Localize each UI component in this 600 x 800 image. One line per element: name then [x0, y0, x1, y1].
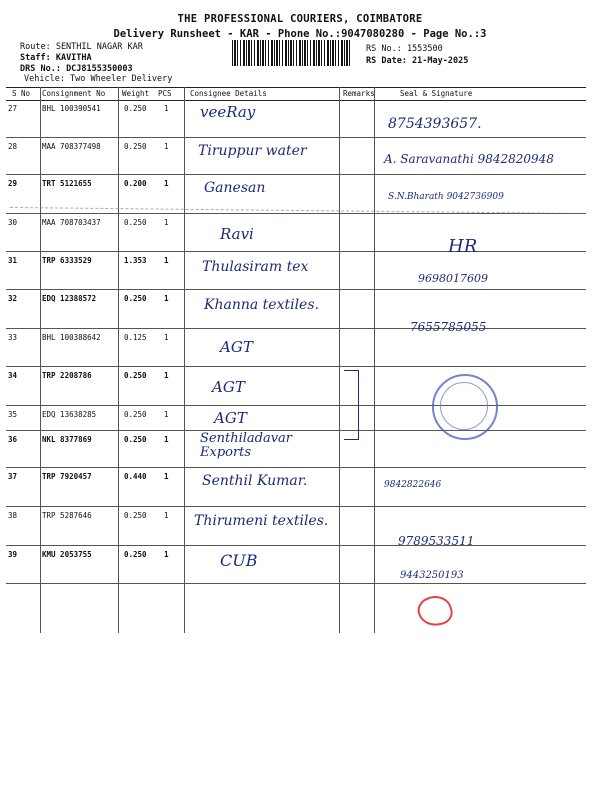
- pcs-cell: 1: [164, 179, 169, 188]
- bracket-mark: [344, 370, 359, 440]
- weight-cell: 0.250: [124, 142, 147, 151]
- weight-cell: 0.250: [124, 294, 147, 303]
- consignment-cell: KMU 2053755: [42, 550, 92, 559]
- consignee-handwriting: Tiruppur water: [198, 143, 307, 159]
- sno-cell: 37: [8, 472, 18, 481]
- consignee-handwriting: AGT: [214, 409, 247, 427]
- consignment-cell: EDQ 12388572: [42, 294, 97, 303]
- table-row: [6, 99, 586, 138]
- consignee-handwriting: Ravi: [220, 225, 254, 243]
- pcs-cell: 1: [164, 333, 169, 342]
- col-seal: Seal & Signature: [400, 89, 473, 98]
- consignee-handwriting: Thulasiram tex: [202, 259, 309, 275]
- weight-cell: 1.353: [124, 256, 147, 265]
- pcs-cell: 1: [164, 371, 169, 380]
- route-label: Route: SENTHIL NAGAR KAR: [20, 42, 143, 52]
- consignee-handwriting: CUB: [220, 551, 258, 570]
- consignee-handwriting: Senthiladavar Exports: [200, 431, 293, 460]
- rs-date: RS Date: 21-May-2025: [366, 56, 469, 66]
- red-signature: [415, 592, 456, 630]
- sno-cell: 29: [8, 179, 18, 188]
- pcs-cell: 1: [164, 550, 169, 559]
- pcs-cell: 1: [164, 142, 169, 151]
- col-weight: Weight: [122, 89, 150, 98]
- header-subtitle: Delivery Runsheet - KAR - Phone No.:9047080280 - Page No.:3: [113, 28, 487, 40]
- table-row: [6, 405, 586, 431]
- pcs-cell: 1: [164, 294, 169, 303]
- col-divider: [184, 87, 185, 633]
- table-row: [6, 506, 586, 546]
- col-divider: [40, 87, 41, 633]
- sno-cell: 32: [8, 294, 18, 303]
- consignment-cell: TRT 5121655: [42, 179, 92, 188]
- sno-cell: 31: [8, 256, 18, 265]
- delivery-signature: A. Saravanathi 9842820948: [384, 152, 554, 166]
- col-divider: [118, 87, 119, 633]
- weight-cell: 0.250: [124, 550, 147, 559]
- col-remarks: Remarks: [343, 89, 375, 98]
- delivery-signature: HR: [448, 236, 478, 257]
- pcs-cell: 1: [164, 511, 169, 520]
- barcode: [232, 40, 350, 66]
- pcs-cell: 1: [164, 435, 169, 444]
- weight-cell: 0.250: [124, 435, 147, 444]
- consignment-cell: TRP 7920457: [42, 472, 92, 481]
- table-row: [6, 251, 586, 290]
- delivery-signature: 9443250193: [400, 570, 464, 581]
- col-pcs: PCS: [158, 89, 172, 98]
- pcs-cell: 1: [164, 410, 169, 419]
- table-row: [6, 213, 586, 252]
- consignment-cell: MAA 708377498: [42, 142, 101, 151]
- consignee-handwriting: Thirumeni textiles.: [194, 513, 329, 529]
- sno-cell: 27: [8, 104, 18, 113]
- pcs-cell: 1: [164, 472, 169, 481]
- consignee-handwriting: veeRay: [200, 103, 256, 121]
- consignee-handwriting: AGT: [220, 338, 253, 356]
- pcs-cell: 1: [164, 218, 169, 227]
- table-row: [6, 366, 586, 406]
- consignee-handwriting: Senthil Kumar.: [202, 473, 308, 489]
- staff-prefix: Staff:: [20, 53, 56, 63]
- seal-stamp: [432, 374, 498, 440]
- weight-cell: 0.250: [124, 410, 147, 419]
- weight-cell: 0.250: [124, 104, 147, 113]
- staff-name: KAVITHA: [55, 53, 92, 63]
- col-consignee: Consignee Details: [190, 89, 267, 98]
- delivery-signature: 9789533511: [398, 534, 475, 548]
- weight-cell: 0.250: [124, 371, 147, 380]
- weight-cell: 0.250: [124, 511, 147, 520]
- sno-cell: 39: [8, 550, 18, 559]
- table-row: [6, 430, 586, 468]
- consignment-cell: TRP 2208786: [42, 371, 92, 380]
- consignment-cell: TRP 6333529: [42, 256, 92, 265]
- consignment-cell: BHL 100388642: [42, 333, 101, 342]
- delivery-signature: 9698017609: [418, 272, 488, 285]
- weight-cell: 0.200: [124, 179, 147, 188]
- consignment-cell: BHL 100390541: [42, 104, 101, 113]
- consignee-handwriting: Ganesan: [204, 180, 266, 196]
- sno-cell: 36: [8, 435, 18, 444]
- sno-cell: 28: [8, 142, 18, 151]
- sno-cell: 34: [8, 371, 18, 380]
- consignment-cell: NKL 8377869: [42, 435, 92, 444]
- weight-cell: 0.125: [124, 333, 147, 342]
- drs-prefix: DRS No.:: [20, 64, 67, 74]
- header-title: THE PROFESSIONAL COURIERS, COIMBATORE: [177, 13, 423, 25]
- table-row: [6, 467, 586, 507]
- weight-cell: 0.250: [124, 218, 147, 227]
- delivery-signature: 9842822646: [384, 480, 442, 490]
- pcs-cell: 1: [164, 256, 169, 265]
- drs-label: [20, 64, 133, 74]
- delivery-signature: S.N.Bharath 9042736909: [388, 192, 504, 202]
- sno-cell: 33: [8, 333, 18, 342]
- consignee-handwriting: AGT: [212, 378, 245, 396]
- table-row: [6, 328, 586, 367]
- weight-cell: 0.440: [124, 472, 147, 481]
- sno-cell: 38: [8, 511, 18, 520]
- staff-label: [20, 53, 92, 63]
- delivery-signature: 7655785055: [410, 320, 487, 334]
- sno-cell: 35: [8, 410, 18, 419]
- col-divider: [339, 87, 340, 633]
- consignment-cell: TRP 5287646: [42, 511, 92, 520]
- sno-cell: 30: [8, 218, 18, 227]
- rs-number: RS No.: 1553500: [366, 44, 443, 54]
- col-consignment: Consignment No: [42, 89, 106, 98]
- pcs-cell: 1: [164, 104, 169, 113]
- col-divider: [374, 87, 375, 633]
- delivery-signature: 8754393657.: [388, 116, 482, 132]
- table-row: [6, 289, 586, 329]
- drs-number: DCJ8155350003: [66, 64, 133, 74]
- table-row: [6, 545, 586, 584]
- consignment-cell: MAA 708703437: [42, 218, 101, 227]
- col-sno: S No: [12, 89, 31, 98]
- consignee-handwriting: Khanna textiles.: [204, 297, 319, 313]
- consignment-cell: EDQ 13638285: [42, 410, 97, 419]
- vehicle-label: Vehicle: Two Wheeler Delivery: [24, 74, 173, 84]
